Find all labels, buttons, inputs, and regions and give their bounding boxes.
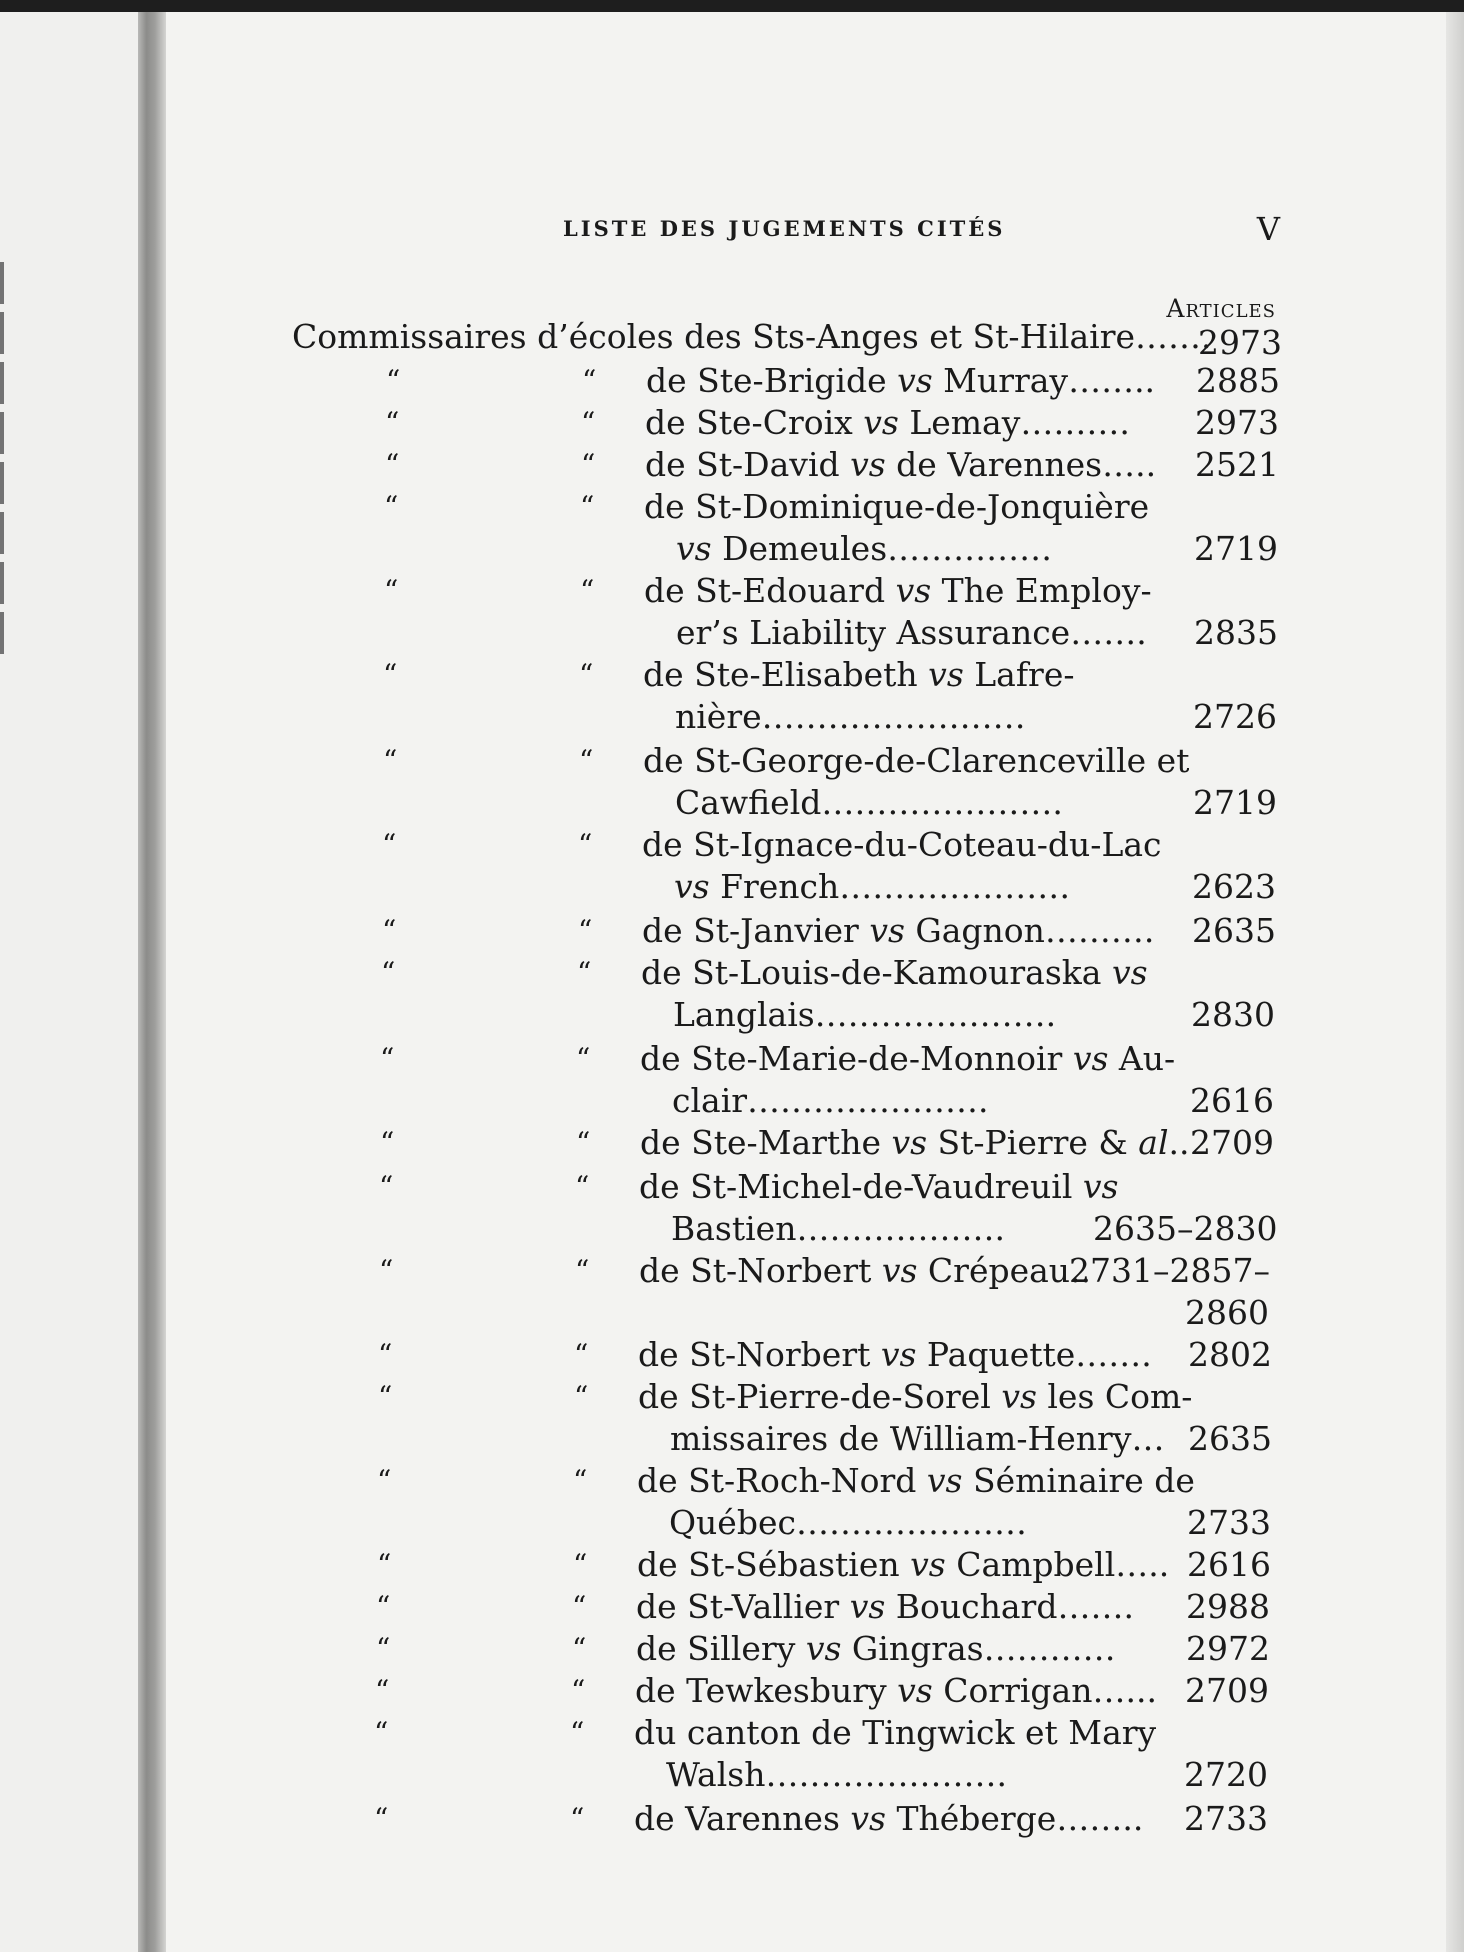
entry-line xyxy=(641,952,1148,994)
ditto-mark: “ xyxy=(380,1042,395,1075)
ditto-mark: “ xyxy=(386,364,401,397)
entry-text: Gagnon………. xyxy=(904,911,1155,950)
versus-abbr: vs xyxy=(676,529,712,568)
versus-abbr: vs xyxy=(897,361,933,400)
ditto-mark: “ xyxy=(571,1674,586,1707)
entry-line xyxy=(645,444,1156,486)
ditto-mark: “ xyxy=(578,914,593,947)
ditto-mark: “ xyxy=(579,744,594,777)
ditto-mark: “ xyxy=(580,574,595,607)
ditto-mark: “ xyxy=(377,1464,392,1497)
ditto-mark: “ xyxy=(575,1170,590,1203)
entry-text: missaires de William-Henry… xyxy=(670,1419,1165,1458)
entry-article-number: 2860 xyxy=(1185,1293,1269,1332)
ditto-mark: “ xyxy=(382,828,397,861)
versus-abbr: vs xyxy=(850,1799,886,1838)
entry-text: de St-Ignace-du-Coteau-du-Lac xyxy=(642,825,1162,864)
versus-abbr: vs xyxy=(895,571,932,610)
entry-text: er’s Liability Assurance……. xyxy=(676,613,1147,652)
ditto-mark: “ xyxy=(378,1380,393,1413)
entry-continuation xyxy=(674,866,1070,908)
entry-text: Corrigan…... xyxy=(932,1671,1157,1710)
ditto-mark: “ xyxy=(379,1170,394,1203)
ditto-mark: “ xyxy=(578,828,593,861)
versus-abbr: vs xyxy=(880,1335,917,1374)
ditto-mark: “ xyxy=(376,1632,391,1665)
entry-line xyxy=(643,740,1189,782)
book-gutter xyxy=(138,12,166,1952)
versus-abbr: vs xyxy=(863,403,899,442)
entry-line xyxy=(639,1166,1118,1208)
entry-line xyxy=(645,402,1130,444)
ditto-mark: “ xyxy=(374,1716,389,1749)
versus-abbr: vs xyxy=(674,867,710,906)
entry-text: de Ste-Elisabeth xyxy=(643,655,929,694)
entry-text: Gingras………… xyxy=(841,1629,1116,1668)
ditto-mark: “ xyxy=(384,574,399,607)
ditto-mark: “ xyxy=(380,1126,395,1159)
scanned-page xyxy=(0,12,1464,1952)
versus-abbr: vs xyxy=(891,1123,928,1162)
ditto-mark: “ xyxy=(575,1254,590,1287)
ditto-mark: “ xyxy=(576,1126,591,1159)
facing-page-bleed-marks xyxy=(0,262,12,1062)
entry-text: de St-David xyxy=(645,445,851,484)
entry-article-number: 2635–2830 xyxy=(1093,1209,1278,1248)
versus-abbr: vs xyxy=(1072,1039,1109,1078)
column-label-articles: Articles xyxy=(1166,294,1276,323)
entry-text: de St-Norbert xyxy=(638,1335,881,1374)
entry-text: clair…………………. xyxy=(672,1081,989,1120)
entry-continuation xyxy=(673,994,1056,1036)
ditto-mark: “ xyxy=(570,1802,585,1835)
ditto-mark: “ xyxy=(576,1042,591,1075)
entry-article-number: 2733 xyxy=(1187,1503,1271,1542)
entry-text: de St-Louis-de-Kamouraska xyxy=(641,953,1112,992)
entry-text: de St-Pierre-de-Sorel xyxy=(638,1377,1002,1416)
entry-article-number: 2719 xyxy=(1193,783,1277,822)
versus-abbr: vs xyxy=(1001,1377,1037,1416)
entry-text: Crépeau.. xyxy=(917,1251,1092,1290)
ditto-mark: “ xyxy=(581,448,596,481)
entry-line xyxy=(635,1670,1157,1712)
ditto-mark: “ xyxy=(577,956,592,989)
ditto-mark: “ xyxy=(573,1548,588,1581)
ditto-mark: “ xyxy=(570,1716,585,1749)
versus-abbr: vs xyxy=(1111,953,1148,992)
entry-article-number: 2709 xyxy=(1185,1671,1269,1710)
entry-text: de St-Edouard xyxy=(644,571,896,610)
entry-text: de St-Dominique-de-Jonquière xyxy=(644,487,1150,526)
entry-article-number: 2720 xyxy=(1184,1755,1268,1794)
entry-text: Lemay………. xyxy=(898,403,1130,442)
entry-continuation xyxy=(675,782,1063,824)
ditto-mark: “ xyxy=(383,744,398,777)
running-header xyxy=(560,210,1280,250)
entry-text: Bastien………………. xyxy=(671,1209,1005,1248)
entry-article-number: 2988 xyxy=(1186,1587,1270,1626)
entry-text: de Tewkesbury xyxy=(635,1671,898,1710)
entry-text: de Ste-Croix xyxy=(645,403,864,442)
entry-text: de Ste-Marie-de-Monnoir xyxy=(640,1039,1073,1078)
entry-text: Bouchard……. xyxy=(885,1587,1134,1626)
entry-line xyxy=(640,1038,1175,1080)
entry-text: de St-Roch-Nord xyxy=(637,1461,927,1500)
entry-line xyxy=(644,486,1149,528)
entry-text: du canton de Tingwick et Mary xyxy=(634,1713,1157,1752)
versus-abbr: vs xyxy=(910,1545,946,1584)
entry-line xyxy=(639,1250,1091,1292)
entry-line xyxy=(634,1712,1156,1754)
running-header-title: LISTE DES JUGEMENTS CITÉS xyxy=(563,216,1006,241)
ditto-mark: “ xyxy=(581,406,596,439)
ditto-mark: “ xyxy=(579,658,594,691)
entry-article-number: 2521 xyxy=(1195,445,1279,484)
entry-text: Paquette……. xyxy=(916,1335,1152,1374)
entry-article-number: 2709 xyxy=(1190,1123,1274,1162)
ditto-mark: “ xyxy=(385,406,400,439)
entry-article-number: 2635 xyxy=(1188,1419,1272,1458)
entry-text: St-Pierre & xyxy=(927,1123,1139,1162)
entry-continuation xyxy=(676,612,1147,654)
versus-abbr: vs xyxy=(850,445,886,484)
entry-text: Théberge…….. xyxy=(885,1799,1144,1838)
entry-line xyxy=(634,1798,1143,1840)
entry-text: Cawfield…………………. xyxy=(675,783,1063,822)
page-edge-shadow xyxy=(1446,12,1464,1952)
entry-text: de St-Sébastien xyxy=(637,1545,911,1584)
entry-text: de St-George-de-Clarenceville et xyxy=(643,741,1190,780)
entry-article-number: 2972 xyxy=(1186,1629,1270,1668)
entry-line xyxy=(637,1544,1169,1586)
page-number: V xyxy=(1256,210,1280,248)
entry-text: de Sillery xyxy=(636,1629,806,1668)
entry-text: Campbell….. xyxy=(945,1545,1170,1584)
ditto-mark: “ xyxy=(580,490,595,523)
entry-text: Demeules…………… xyxy=(711,529,1053,568)
entry-continuation xyxy=(670,1418,1164,1460)
entry-article-number: 2835 xyxy=(1194,613,1278,652)
entry-article-number: 2830 xyxy=(1191,995,1275,1034)
entry-text: de St-Norbert xyxy=(639,1251,882,1290)
versus-abbr: vs xyxy=(1082,1167,1119,1206)
entry-line xyxy=(636,1628,1116,1670)
entry-article-number: 2623 xyxy=(1192,867,1276,906)
ditto-mark: “ xyxy=(573,1464,588,1497)
ditto-mark: “ xyxy=(381,956,396,989)
ditto-mark: “ xyxy=(382,914,397,947)
entry-continuation xyxy=(671,1208,1005,1250)
ditto-mark: “ xyxy=(574,1338,589,1371)
entry-line xyxy=(646,360,1155,402)
entry-text: de St-Michel-de-Vaudreuil xyxy=(639,1167,1083,1206)
entry-article-number: 2802 xyxy=(1188,1335,1272,1374)
versus-abbr: vs xyxy=(881,1251,918,1290)
entry-text: .. xyxy=(1168,1123,1190,1162)
ditto-mark: “ xyxy=(383,658,398,691)
entry-article-number: 2616 xyxy=(1187,1545,1271,1584)
entry-text: Langlais…………………. xyxy=(673,995,1057,1034)
entry-article-number: 2616 xyxy=(1190,1081,1274,1120)
entry-article-number: 2719 xyxy=(1194,529,1278,568)
entry-text: nière…………………… xyxy=(675,697,1026,736)
entry-article-number: 2973 xyxy=(1198,323,1282,362)
entry-line xyxy=(638,1376,1192,1418)
entry-continuation xyxy=(669,1502,1027,1544)
entry-continuation xyxy=(666,1754,1007,1796)
entry-line xyxy=(638,1334,1152,1376)
versus-abbr: vs xyxy=(928,655,964,694)
ditto-mark: “ xyxy=(377,1548,392,1581)
ditto-mark: “ xyxy=(582,364,597,397)
ditto-mark: “ xyxy=(384,490,399,523)
entry-text: French………………… xyxy=(709,867,1071,906)
entry-text: Québec………………… xyxy=(669,1503,1027,1542)
entry-continuation xyxy=(676,528,1052,570)
entry-first-line xyxy=(292,316,1212,358)
entry-text: de St-Janvier xyxy=(642,911,870,950)
entry-article-number: 2635 xyxy=(1192,911,1276,950)
entry-line xyxy=(636,1586,1134,1628)
entry-continuation xyxy=(675,696,1026,738)
versus-abbr: vs xyxy=(849,1587,886,1626)
ditto-mark: “ xyxy=(379,1254,394,1287)
entry-text: Commissaires d’écoles des Sts-Anges et St-Hilaire……. xyxy=(292,317,1212,356)
ditto-mark: “ xyxy=(375,1674,390,1707)
ditto-mark: “ xyxy=(378,1338,393,1371)
entry-text: de Varennes….. xyxy=(885,445,1157,484)
entry-line xyxy=(642,824,1162,866)
entry-line xyxy=(640,1122,1190,1164)
entry-text: The Employ- xyxy=(931,571,1152,610)
versus-abbr: vs xyxy=(926,1461,963,1500)
entry-line xyxy=(637,1460,1195,1502)
entry-line xyxy=(644,570,1152,612)
entry-text: de Ste-Marthe xyxy=(640,1123,892,1162)
ditto-mark: “ xyxy=(385,448,400,481)
entry-text: Walsh…………………. xyxy=(666,1755,1007,1794)
entry-article-number: 2733 xyxy=(1184,1799,1268,1838)
entry-continuation xyxy=(672,1080,989,1122)
entry-text: de Ste-Brigide xyxy=(646,361,898,400)
ditto-mark: “ xyxy=(572,1632,587,1665)
entry-text: Au- xyxy=(1108,1039,1176,1078)
entry-text: de St-Vallier xyxy=(636,1587,850,1626)
ditto-mark: “ xyxy=(572,1590,587,1623)
versus-abbr: vs xyxy=(897,1671,933,1710)
entry-text: Lafre- xyxy=(963,655,1075,694)
facing-page-edge xyxy=(0,12,138,1952)
entry-article-number: 2885 xyxy=(1196,361,1280,400)
versus-abbr: vs xyxy=(869,911,905,950)
entry-text: Murray…….. xyxy=(932,361,1156,400)
entry-article-number: 2731–2857– xyxy=(1069,1251,1270,1290)
et-al-abbr: al xyxy=(1138,1123,1169,1162)
entry-line xyxy=(642,910,1154,952)
entry-article-number: 2726 xyxy=(1193,697,1277,736)
entry-text: de Varennes xyxy=(634,1799,851,1838)
entry-article-number: 2973 xyxy=(1195,403,1279,442)
versus-abbr: vs xyxy=(805,1629,842,1668)
ditto-mark: “ xyxy=(374,1802,389,1835)
ditto-mark: “ xyxy=(376,1590,391,1623)
entry-text: les Com- xyxy=(1036,1377,1193,1416)
ditto-mark: “ xyxy=(574,1380,589,1413)
entry-text: Séminaire de xyxy=(962,1461,1195,1500)
entry-line xyxy=(643,654,1075,696)
